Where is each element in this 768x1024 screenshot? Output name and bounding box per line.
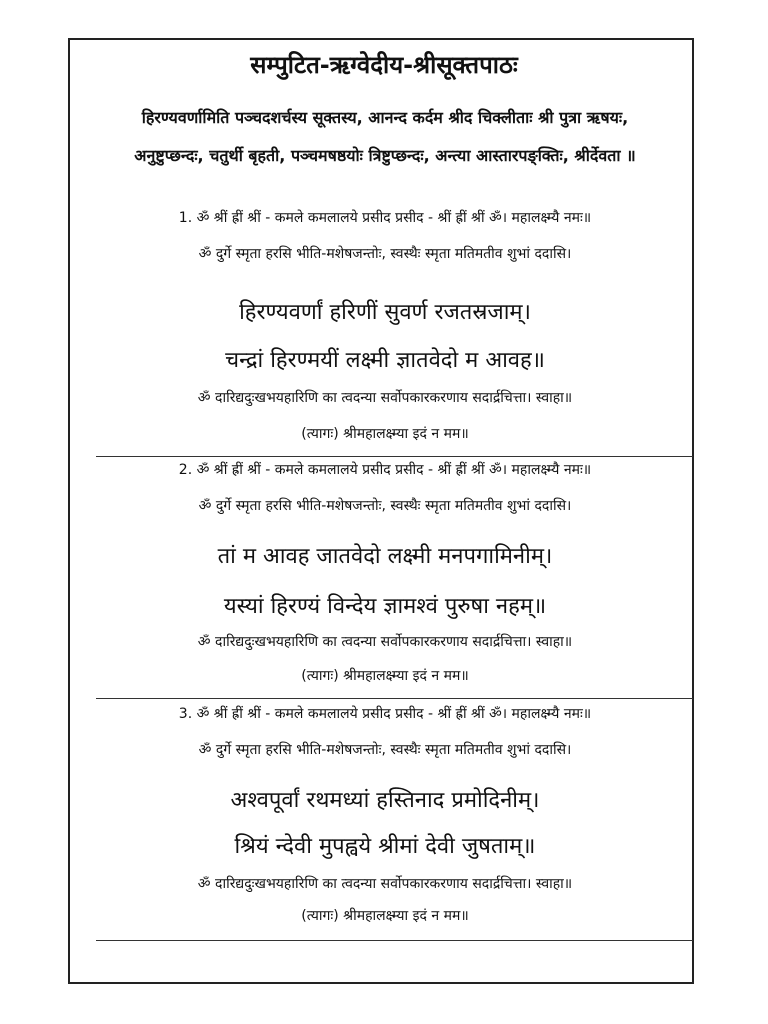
section-3-tyaga: (त्यागः) श्रीमहालक्ष्म्या इदं न मम॥: [301, 908, 469, 924]
section-1-tyaga: (त्यागः) श्रीमहालक्ष्म्या इदं न मम॥: [301, 426, 469, 442]
section-3-daridrya: ॐ दारिद्यदुःखभयहारिणि का त्वदन्या सर्वोपकारकरणाय सदार्द्रचित्ता। स्वाहा॥: [197, 876, 573, 892]
section-1-daridrya: ॐ दारिद्यदुःखभयहारिणि का त्वदन्या सर्वोपकारकरणाय सदार्द्रचित्ता। स्वाहा॥: [197, 390, 573, 406]
section-divider-1: [96, 456, 693, 457]
page-title: सम्पुटित-ऋग्वेदीय-श्रीसूक्तपाठः: [250, 51, 518, 79]
section-2-daridrya: ॐ दारिद्यदुःखभयहारिणि का त्वदन्या सर्वोपकारकरणाय सदार्द्रचित्ता। स्वाहा॥: [197, 634, 573, 650]
section-2-durga: ॐ दुर्गे स्मृता हरसि भीति-मशेषजन्तोः, स्वस्थैः स्मृता मतिमतीव शुभां ददासि।: [198, 498, 572, 514]
section-2-tyaga: (त्यागः) श्रीमहालक्ष्म्या इदं न मम॥: [301, 668, 469, 684]
intro-line-2: अनुष्टुप्छन्दः, चतुर्थी बृहती, पञ्चमषष्ठयोः त्रिष्टुप्छन्दः, अन्त्या आस्तारपङ्क्तिः, श्रीर्देवता ॥: [134, 146, 636, 165]
section-2-verse-1: तां म आवह जातवेदो लक्ष्मी मनपगामिनीम्।: [217, 544, 553, 569]
section-divider-2: [96, 698, 693, 699]
section-1-verse-1: हिरण्यवर्णां हरिणीं सुवर्ण रजतस्रजाम्।: [239, 300, 531, 325]
section-1-verse-2: चन्द्रां हिरण्मयीं लक्ष्मी ज्ञातवेदो म आवह॥: [225, 348, 545, 373]
section-2-verse-2: यस्यां हिरण्यं विन्देय ज्ञामश्वं पुरुषा नहम्॥: [223, 594, 547, 619]
section-1-durga: ॐ दुर्गे स्मृता हरसि भीति-मशेषजन्तोः, स्वस्थैः स्मृता मतिमतीव शुभां ददासि।: [198, 246, 572, 262]
section-divider-3: [96, 940, 693, 941]
section-3-verse-1: अश्वपूर्वां रथमध्यां हस्तिनाद प्रमोदिनीम्।: [230, 788, 540, 813]
section-2-mantra: 2. ॐ श्रीं ह्रीं श्रीं - कमले कमलालये प्रसीद प्रसीद - श्रीं ह्रीं श्रीं ॐ। महालक्ष्म्यै नमः॥: [178, 462, 592, 478]
section-3-durga: ॐ दुर्गे स्मृता हरसि भीति-मशेषजन्तोः, स्वस्थैः स्मृता मतिमतीव शुभां ददासि।: [198, 742, 572, 758]
section-1-mantra: 1. ॐ श्रीं ह्रीं श्रीं - कमले कमलालये प्रसीद प्रसीद - श्रीं ह्रीं श्रीं ॐ। महालक्ष्म्यै नमः॥: [178, 210, 592, 226]
section-3-verse-2: श्रियं न्देवी मुपह्वये श्रीमां देवी जुषताम्॥: [234, 834, 536, 859]
section-3-mantra: 3. ॐ श्रीं ह्रीं श्रीं - कमले कमलालये प्रसीद प्रसीद - श्रीं ह्रीं श्रीं ॐ। महालक्ष्म्यै नमः॥: [178, 706, 592, 722]
intro-line-1: हिरण्यवर्णामिति पञ्चदशर्चस्य सूक्तस्य, आनन्द कर्दम श्रीद चिक्लीताः श्री पुत्रा ऋषयः,: [141, 108, 629, 127]
